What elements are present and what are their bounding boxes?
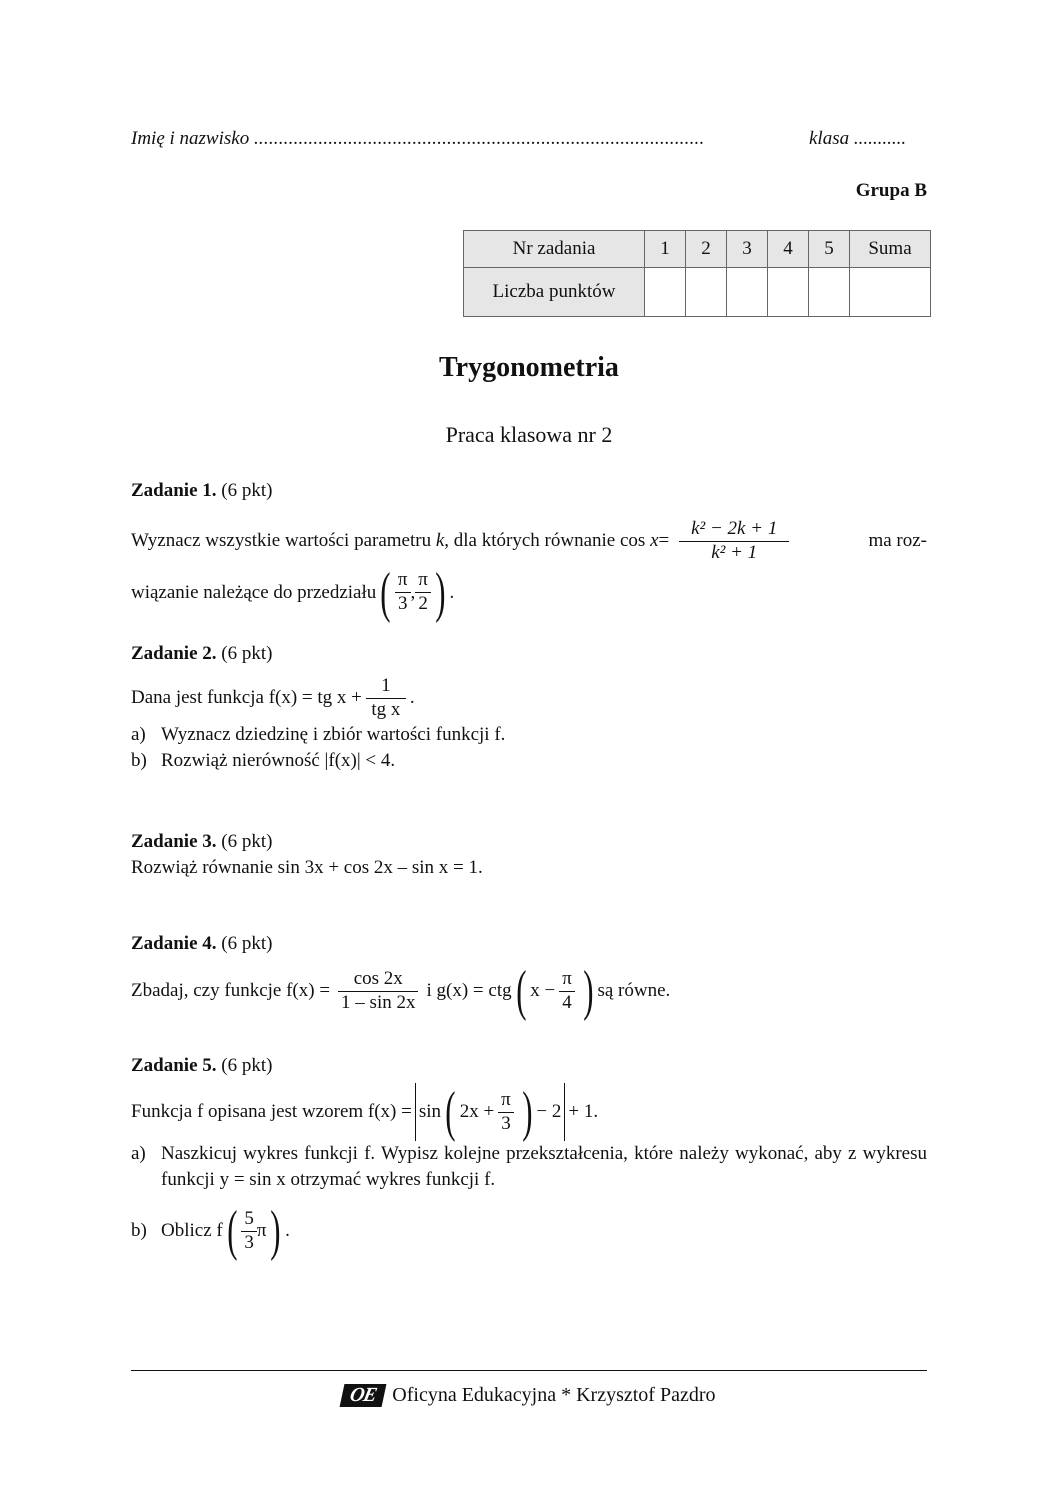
task-2-frac-num: 1	[366, 675, 406, 699]
task-5-a-text: Naszkicuj wykres funkcji f. Wypisz kolejne przekształcenia, które należy wykonać, aby z wykresu funkcji y = sin x otrzymać wykres funkcji f.	[161, 1143, 927, 1190]
score-cell[interactable]	[686, 268, 727, 317]
class-line	[809, 128, 906, 150]
right-paren: )	[270, 1200, 281, 1262]
right-paren: )	[435, 561, 446, 624]
task-1-param: k	[435, 530, 445, 552]
task-5-points: (6 pkt)	[221, 1055, 273, 1076]
task-5-plus: + 1.	[568, 1101, 599, 1122]
task-2	[131, 641, 927, 774]
task-number-5: 5	[809, 231, 850, 268]
left-paren: (	[515, 960, 527, 1022]
left-paren: (	[445, 1081, 456, 1143]
task-1-points: (6 pkt)	[221, 480, 273, 501]
task-1-line-1	[131, 518, 927, 565]
task-4-pi-fraction	[559, 968, 575, 1015]
interval-end	[415, 569, 431, 616]
score-cell[interactable]	[727, 268, 768, 317]
task-5-a-label: a)	[131, 1143, 146, 1164]
sum-header: Suma	[850, 231, 931, 268]
score-table	[463, 230, 931, 317]
task-2-points: (6 pkt)	[221, 643, 273, 664]
task-4-title: Zadanie 4.	[131, 933, 217, 954]
task-1-frac-num: k² − 2k + 1	[679, 518, 789, 542]
task-5-b-label: b)	[131, 1220, 147, 1241]
task-3	[131, 829, 927, 881]
left-paren: (	[380, 561, 391, 624]
task-1-frac-den: k² + 1	[711, 541, 758, 563]
task-1-title: Zadanie 1.	[131, 480, 217, 501]
task-1-var: x	[650, 530, 659, 552]
task-3-text: Rozwiąż równanie sin 3x + cos 2x – sin x = 1.	[131, 857, 483, 878]
task-5-pi-fraction	[498, 1089, 514, 1136]
task-5-minus: − 2	[536, 1101, 562, 1122]
task-5-pi-den: 3	[501, 1112, 511, 1134]
task-1-line-2: wiązanie należące do przedziału ( $\frac{\pi}{3}$ , $\frac{\pi}{2}$ ) .	[131, 561, 455, 624]
task-number-2: 2	[686, 231, 727, 268]
task-4-mid: i g(x) = ctg	[426, 980, 512, 1001]
interval-start-num: π	[395, 569, 411, 593]
task-2-heading	[131, 641, 927, 667]
task-2-a-text: Wyznacz dziedzinę i zbiór wartości funkcji f.	[161, 723, 506, 745]
task-2-item-b	[131, 748, 927, 774]
task-2-frac-den: tg x	[371, 698, 401, 720]
task-1-text-a: Wyznacz wszystkie wartości parametru	[131, 530, 432, 552]
task-3-title: Zadanie 3.	[131, 831, 217, 852]
task-1	[131, 478, 927, 624]
right-paren: )	[583, 960, 594, 1022]
task-number-3: 3	[727, 231, 768, 268]
page-title: Trygonometria	[439, 352, 619, 383]
interval-end-num: π	[415, 569, 431, 593]
task-2-fraction	[366, 675, 406, 722]
task-4-fraction	[338, 968, 418, 1015]
task-1-heading	[131, 478, 927, 504]
task-3-points: (6 pkt)	[221, 831, 273, 852]
task-1-text-b: , dla których równanie cos	[444, 530, 646, 552]
group-label: Grupa B	[855, 180, 927, 201]
task-5-item-b: b) Oblicz f ( $\frac{5}{3}$ π ) .	[131, 1200, 290, 1262]
name-line	[131, 128, 704, 150]
class-label: klasa	[809, 128, 850, 149]
task-5-item-a	[131, 1141, 927, 1193]
task-2-intro: Dana jest funkcja	[131, 687, 264, 709]
task-5-sin: sin	[418, 1101, 442, 1122]
task-5-pi-num: π	[498, 1089, 514, 1113]
footer	[0, 1384, 1058, 1407]
task-4-pi-den: 4	[562, 991, 572, 1013]
task-number-1: 1	[645, 231, 686, 268]
publisher-name: Oficyna Edukacyjna * Krzysztof Pazdro	[392, 1384, 716, 1406]
task-4-points: (6 pkt)	[221, 933, 273, 954]
task-4-inner: x −	[530, 980, 556, 1001]
abs-bar-right	[564, 1083, 565, 1141]
score-sum-cell[interactable]	[850, 268, 931, 317]
left-paren: (	[226, 1200, 238, 1262]
task-5-intro: Funkcja f opisana jest wzorem f(x) =	[131, 1101, 412, 1122]
name-dots: ...........................................................................................	[253, 128, 705, 149]
footer-rule	[131, 1370, 927, 1371]
interval-start	[395, 569, 411, 616]
page-subtitle: Praca klasowa nr 2	[445, 422, 613, 447]
task-4-frac-num: cos 2x	[338, 968, 418, 992]
publisher-logo-text: OE	[348, 1384, 379, 1406]
task-3-heading	[131, 829, 927, 855]
task-1-text-d: wiązanie należące do przedziału	[131, 581, 377, 603]
task-5-heading	[131, 1053, 927, 1079]
task-5-inner: 2x +	[459, 1101, 495, 1122]
publisher-logo	[340, 1384, 387, 1407]
task-5	[131, 1053, 927, 1262]
interval-start-den: 3	[397, 593, 408, 615]
task-number-4: 4	[768, 231, 809, 268]
task-5-title: Zadanie 5.	[131, 1055, 217, 1076]
task-2-b-label: b)	[131, 749, 147, 771]
abs-bar-left	[415, 1083, 416, 1141]
task-5-b-fraction	[241, 1208, 257, 1255]
task-4-formula-line	[131, 960, 927, 1022]
task-2-item-a	[131, 722, 927, 748]
interval-end-den: 2	[418, 593, 428, 615]
task-2-b-text: Rozwiąż nierówność |f(x)| < 4.	[161, 749, 396, 771]
task-2-title: Zadanie 2.	[131, 643, 217, 664]
task-1-text-c: ma roz-	[868, 530, 927, 552]
task-1-eq: =	[658, 530, 670, 552]
task-4-intro: Zbadaj, czy funkcje f(x) =	[131, 980, 331, 1001]
class-dots: ...........	[853, 128, 907, 149]
task-4-heading	[131, 931, 927, 957]
task-4-end: są równe.	[597, 980, 671, 1001]
task-5-b-pi: π	[256, 1220, 267, 1241]
task-4-pi-num: π	[559, 968, 575, 992]
score-row1-label: Nr zadania	[464, 231, 645, 268]
task-5-b-text: Oblicz f	[161, 1220, 223, 1241]
task-4-frac-den: 1 – sin 2x	[341, 991, 416, 1013]
right-paren: )	[521, 1081, 533, 1143]
score-row2-label: Liczba punktów	[464, 268, 645, 317]
task-5-formula-line	[131, 1083, 927, 1141]
task-4	[131, 931, 927, 1022]
task-5-b-num: 5	[241, 1208, 257, 1232]
task-2-fx: f(x) = tg x +	[268, 687, 362, 709]
score-cell[interactable]	[768, 268, 809, 317]
score-cell[interactable]	[809, 268, 850, 317]
task-2-formula-line: Dana jest funkcja f(x) = tg x + $\frac{1}{\text{tg x}}$ .	[131, 675, 415, 720]
score-cell[interactable]	[645, 268, 686, 317]
task-1-fraction	[679, 518, 789, 565]
task-5-b-den: 3	[244, 1231, 254, 1253]
name-label: Imię i nazwisko	[131, 128, 250, 149]
task-2-a-label: a)	[131, 723, 146, 745]
